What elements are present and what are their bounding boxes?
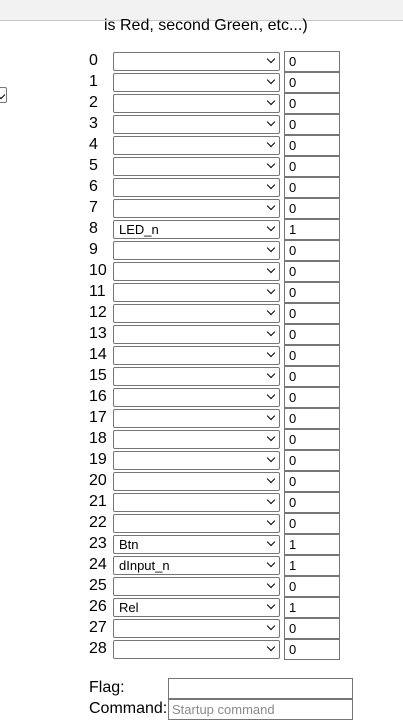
pin-number: 9 (89, 241, 98, 258)
pin-row (0, 219, 403, 240)
chevron-down-icon (267, 244, 275, 252)
pin-value-text: 0 (289, 642, 297, 657)
pin-value-text: 0 (289, 306, 297, 321)
pin-value-text: 0 (289, 138, 297, 153)
pin-function-select[interactable] (113, 199, 280, 218)
chevron-down-icon (267, 559, 275, 567)
pin-row (0, 408, 403, 429)
pin-row (0, 429, 403, 450)
pin-value-text: 0 (289, 495, 297, 510)
pin-row (0, 513, 403, 534)
chevron-down-icon (267, 139, 275, 147)
pin-value-text: 1 (289, 558, 297, 573)
pin-value-input[interactable] (284, 219, 340, 240)
pin-value-input[interactable] (284, 114, 340, 135)
pin-row (0, 492, 403, 513)
pin-value-input[interactable] (284, 618, 340, 639)
pin-value-input[interactable] (284, 198, 340, 219)
pin-value-input[interactable] (284, 513, 340, 534)
pin-number: 4 (89, 136, 98, 153)
pin-value-text: 0 (289, 117, 297, 132)
pin-number: 11 (89, 283, 106, 300)
pin-number: 3 (89, 115, 98, 132)
pin-row (0, 639, 403, 660)
pin-row (0, 198, 403, 219)
pin-value-text: 0 (289, 264, 297, 279)
pin-value-text: 0 (289, 243, 297, 258)
pin-number: 8 (89, 220, 98, 237)
pin-function-select[interactable] (113, 178, 280, 197)
chevron-down-icon (267, 181, 275, 189)
pin-row (0, 534, 403, 555)
pin-row (0, 156, 403, 177)
pin-number: 22 (89, 514, 107, 531)
pin-function-select[interactable] (113, 409, 280, 428)
chevron-down-icon (267, 391, 275, 399)
pin-row (0, 471, 403, 492)
pin-row (0, 345, 403, 366)
chevron-down-icon (267, 97, 275, 105)
pin-function-select[interactable] (113, 325, 280, 344)
pin-row (0, 324, 403, 345)
pin-value-text: 1 (289, 537, 297, 552)
pin-value-text: 0 (289, 390, 297, 405)
pin-function-select[interactable] (113, 577, 280, 596)
chevron-down-icon (267, 265, 275, 273)
pin-value-text: 0 (289, 579, 297, 594)
pin-value-input[interactable] (284, 303, 340, 324)
pin-function-select[interactable] (113, 52, 280, 71)
pin-value-input[interactable] (284, 576, 340, 597)
pin-value-input[interactable] (284, 156, 340, 177)
pin-function-select[interactable] (113, 304, 280, 323)
chevron-down-icon (267, 286, 275, 294)
pin-number: 28 (89, 640, 107, 657)
chevron-down-icon (267, 223, 275, 231)
pin-function-select[interactable] (113, 220, 280, 239)
pin-function-value: LED_n (119, 222, 159, 237)
pin-value-text: 0 (289, 411, 297, 426)
pin-value-text: 0 (289, 621, 297, 636)
pin-row (0, 555, 403, 576)
pin-value-input[interactable] (284, 639, 340, 660)
pin-function-select[interactable] (113, 94, 280, 113)
pin-number: 7 (89, 199, 98, 216)
pin-number: 16 (89, 388, 107, 405)
pin-number: 26 (89, 598, 107, 615)
chevron-down-icon (267, 475, 275, 483)
pin-number: 10 (89, 262, 107, 279)
pin-function-select[interactable] (113, 535, 280, 554)
pin-number: 24 (89, 556, 107, 573)
chevron-down-icon (267, 643, 275, 651)
chevron-down-icon (267, 601, 275, 609)
pin-number: 5 (89, 157, 98, 174)
chevron-down-icon (267, 517, 275, 525)
pin-value-input[interactable] (284, 471, 340, 492)
color-order-note: is Red, second Green, etc...) (104, 17, 308, 34)
chevron-down-icon (267, 370, 275, 378)
pin-function-value: Rel (119, 600, 139, 615)
pin-function-select[interactable] (113, 430, 280, 449)
pin-value-input[interactable] (284, 51, 340, 72)
pin-function-select[interactable] (113, 367, 280, 386)
chevron-down-icon (267, 328, 275, 336)
pin-value-input[interactable] (284, 240, 340, 261)
pin-value-text: 0 (289, 474, 297, 489)
pin-value-text: 0 (289, 516, 297, 531)
pin-function-select[interactable] (113, 598, 280, 617)
pin-value-input[interactable] (284, 534, 340, 555)
pin-value-input[interactable] (284, 597, 340, 618)
pin-row (0, 93, 403, 114)
pin-number: 1 (89, 73, 98, 90)
pin-function-select[interactable] (113, 472, 280, 491)
pin-value-text: 0 (289, 348, 297, 363)
pin-number: 19 (89, 451, 107, 468)
pin-function-select[interactable] (113, 241, 280, 260)
pin-number: 12 (89, 304, 107, 321)
pin-function-select[interactable] (113, 493, 280, 512)
chevron-down-icon (267, 580, 275, 588)
chevron-down-icon (267, 622, 275, 630)
pin-row (0, 114, 403, 135)
pin-row (0, 387, 403, 408)
pin-value-text: 0 (289, 96, 297, 111)
flag-input[interactable] (168, 678, 353, 699)
pin-value-text: 1 (289, 222, 297, 237)
pin-value-input[interactable] (284, 345, 340, 366)
pin-function-select[interactable] (113, 388, 280, 407)
chevron-down-icon (267, 118, 275, 126)
pin-function-select[interactable] (113, 556, 280, 575)
chevron-down-icon (267, 538, 275, 546)
pin-value-input[interactable] (284, 408, 340, 429)
pin-row (0, 576, 403, 597)
pin-value-input[interactable] (284, 72, 340, 93)
pin-value-text: 0 (289, 54, 297, 69)
pin-value-input[interactable] (284, 261, 340, 282)
pin-row (0, 135, 403, 156)
pin-number: 15 (89, 367, 107, 384)
command-label: Command: (89, 700, 168, 717)
pin-value-text: 0 (289, 285, 297, 300)
pin-value-input[interactable] (284, 555, 340, 576)
pin-value-input[interactable] (284, 366, 340, 387)
chevron-down-icon (267, 412, 275, 420)
pin-function-select[interactable] (113, 451, 280, 470)
pin-value-input[interactable] (284, 282, 340, 303)
pin-function-select[interactable] (113, 115, 280, 134)
chevron-down-icon (267, 307, 275, 315)
pin-row (0, 240, 403, 261)
pin-row (0, 177, 403, 198)
pin-value-text: 0 (289, 432, 297, 447)
flag-label: Flag: (89, 679, 125, 696)
pin-function-select[interactable] (113, 514, 280, 533)
chevron-down-icon (267, 202, 275, 210)
command-input[interactable] (168, 699, 353, 720)
pin-number: 23 (89, 535, 107, 552)
pin-function-select[interactable] (113, 283, 280, 302)
pin-value-text: 1 (289, 600, 297, 615)
pin-number: 17 (89, 409, 107, 426)
command-placeholder: Startup command (172, 702, 275, 717)
pin-value-input[interactable] (284, 324, 340, 345)
pin-row (0, 72, 403, 93)
chevron-down-icon (267, 433, 275, 441)
pin-row (0, 51, 403, 72)
pin-number: 6 (89, 178, 98, 195)
chevron-down-icon (267, 496, 275, 504)
pin-value-text: 0 (289, 453, 297, 468)
pin-function-select[interactable] (113, 619, 280, 638)
pin-number: 18 (89, 430, 107, 447)
pin-number: 13 (89, 325, 107, 342)
pin-number: 2 (89, 94, 98, 111)
pin-number: 20 (89, 472, 107, 489)
pin-row (0, 618, 403, 639)
pin-function-value: dInput_n (119, 558, 170, 573)
chevron-down-icon (267, 454, 275, 462)
pin-number: 27 (89, 619, 107, 636)
chevron-down-icon (267, 76, 275, 84)
pin-value-text: 0 (289, 75, 297, 90)
pin-value-input[interactable] (284, 387, 340, 408)
chevron-down-icon (267, 55, 275, 63)
pin-function-select[interactable] (113, 640, 280, 659)
pin-value-input[interactable] (284, 93, 340, 114)
pin-number: 25 (89, 577, 107, 594)
pin-row (0, 366, 403, 387)
pin-value-text: 0 (289, 369, 297, 384)
pin-value-input[interactable] (284, 450, 340, 471)
pin-function-select[interactable] (113, 346, 280, 365)
pin-value-text: 0 (289, 159, 297, 174)
pin-function-select[interactable] (113, 157, 280, 176)
pin-number: 0 (89, 52, 98, 69)
pin-value-text: 0 (289, 201, 297, 216)
pin-value-input[interactable] (284, 492, 340, 513)
pin-value-input[interactable] (284, 135, 340, 156)
pin-row (0, 597, 403, 618)
pin-row (0, 450, 403, 471)
pin-value-text: 0 (289, 327, 297, 342)
pin-number: 21 (89, 493, 107, 510)
pin-value-input[interactable] (284, 177, 340, 198)
pin-row (0, 282, 403, 303)
pin-row (0, 261, 403, 282)
pin-function-select[interactable] (113, 73, 280, 92)
chevron-down-icon (267, 349, 275, 357)
pin-value-input[interactable] (284, 429, 340, 450)
pin-number: 14 (89, 346, 107, 363)
pin-function-select[interactable] (113, 262, 280, 281)
pin-function-value: Btn (119, 537, 139, 552)
pin-value-text: 0 (289, 180, 297, 195)
pin-function-select[interactable] (113, 136, 280, 155)
chevron-down-icon (267, 160, 275, 168)
pin-row (0, 303, 403, 324)
